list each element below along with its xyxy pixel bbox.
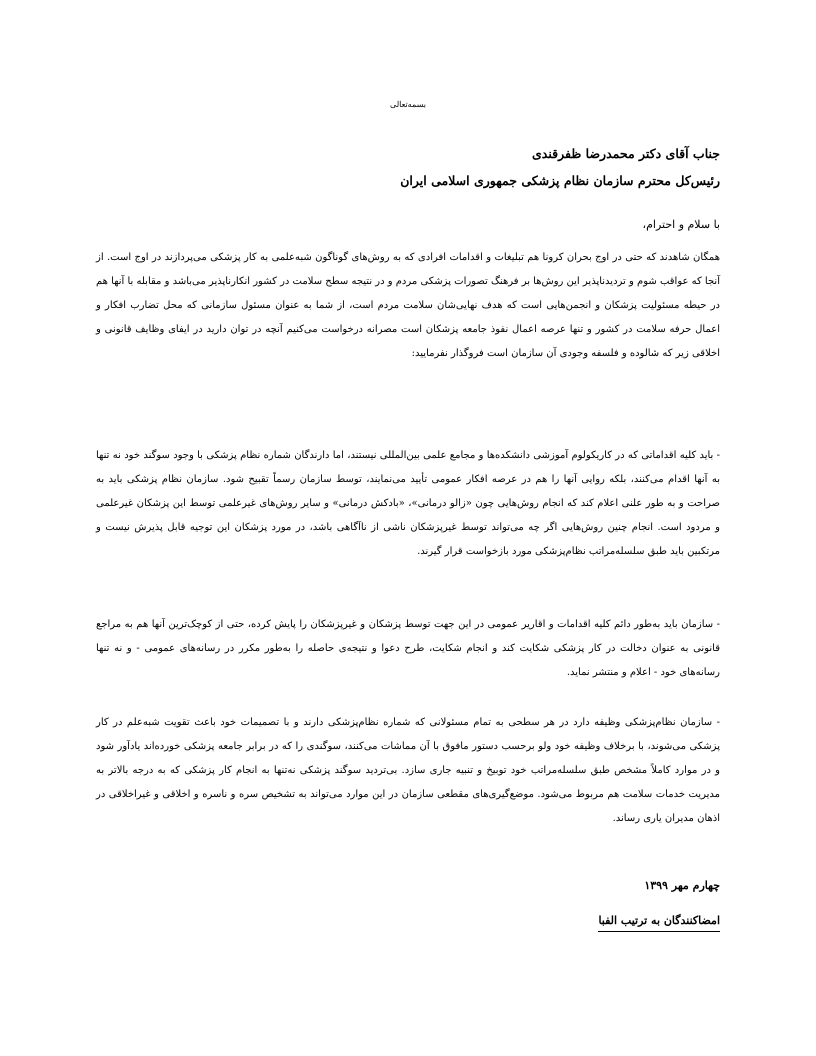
- basmala-header: بسمه‌تعالی: [390, 100, 426, 109]
- addressee-block: [96, 140, 720, 194]
- signers-heading: امضاکنندگان به ترتیب الفبا: [598, 911, 720, 932]
- paragraph-intro: همگان شاهدند که حتی در اوج بحران کرونا هم تبلیغات و اقدامات افرادی که به روش‌های گوناگون شبه‌علمی به کار پزشکی می‌پردازند در اوج است. از آنجا که عواقب شوم و تردیدناپذیر این روش‌ها بر فرهنگ تصورات پزشکی مردم و در نتیجه سطح سلامت در کشور انکارناپذیر می‌باشد و مقابله با آنها هم در حیطه مسئولیت پزشکان و انجمن‌هایی است که هدف نهایی‌شان سلامت مردم است، از شما به عنوان مسئول سازمانی که محل تضارب افکار و اعمال حرفه سلامت در کشور و تنها عرصه اعمال نفوذ جامعه پزشکان است مصرانه درخواست می‌کنیم آنچه در توان دارید در ایفای وظایف قانونی و اخلاقی زیر که شالوده و فلسفه وجودی آن سازمان است فروگذار نفرمایید:: [95, 252, 720, 360]
- paragraph-demand-1: - باید کلیه اقداماتی که در کاریکولوم آموزشی دانشکده‌ها و مجامع علمی بین‌المللی نیستند، اما دارندگان شماره نظام پزشکی با وجود سوگند خود نه تنها به آنها اقدام می‌کنند، بلکه روایی آنها را هم در عرصه افکار عمومی تأیید می‌نمایند، توسط سازمان رسماً تقبیح شود. سازمان نظام پزشکی باید به صراحت و به طور علنی اعلام کند که انجام روش‌هایی چون «زالو درمانی»، «بادکش درمانی» و سایر روش‌های غیرعلمی توسط این پزشکان غیرعلمی و مردود است. انجام چنین روش‌هایی اگر چه می‌تواند توسط غیرپزشکان ناشی از ناآگاهی باشد، در مورد پزشکان این توجیه قابل پذیرش نیست و مرتکبین باید طبق سلسله‌مراتب نظام‌پزشکی مورد بازخواست قرار گیرند.: [96, 450, 720, 558]
- paragraph-demand-2: - سازمان باید به‌طور دائم کلیه اقدامات و اقاریر عمومی در این جهت توسط پزشکان و غیرپزشکان را پایش کرده، حتی از کوچک‌ترین آنها هم به مراجع قانونی به عنوان دخالت در کار پزشکی شکایت کند و انجام شکایت، طرح دعوا و نتیجه‌ی حاصله را به‌طور مکرر در رسانه‌های عمومی - و نه تنها رسانه‌های خود - اعلام و منتشر نماید.: [96, 619, 721, 679]
- addressee-title: رئیس‌کل محترم سازمان نظام پزشکی جمهوری اسلامی ایران: [400, 173, 720, 188]
- letter-date: چهارم مهر ۱۳۹۹: [644, 879, 720, 892]
- paragraph-demand-3: - سازمان نظام‌پزشکی وظیفه دارد در هر سطحی به تمام مسئولانی که شماره نظام‌پزشکی دارند و با تصمیمات خود باعث تقویت شبه‌علم در کار پزشکی می‌شوند، با برخلاف وظیفه خود ولو برحسب دستور مافوق با آن مماشات می‌کنند، سوگندی را که در برابر جامعه پزشکی خورده‌اند یادآور شود و در موارد کاملاً مشخص طبق سلسله‌مراتب خود توبیخ و تنبیه جاری سازد. بی‌تردید سوگند پزشکی نه‌تنها به انجام کار پزشکی که به درجه بالاتر به مدیریت خدمات سلامت هم مربوط می‌شود. موضع‌گیری‌های مقطعی سازمان در این موارد می‌تواند به تشخیص سره و ناسره و اخلاقی و غیراخلاقی در اذهان مدیران یاری رساند.: [96, 717, 720, 825]
- greeting: با سلام و احترام،: [642, 218, 720, 231]
- addressee-name: جناب آقای دکتر محمدرضا ظفرقندی: [532, 146, 720, 161]
